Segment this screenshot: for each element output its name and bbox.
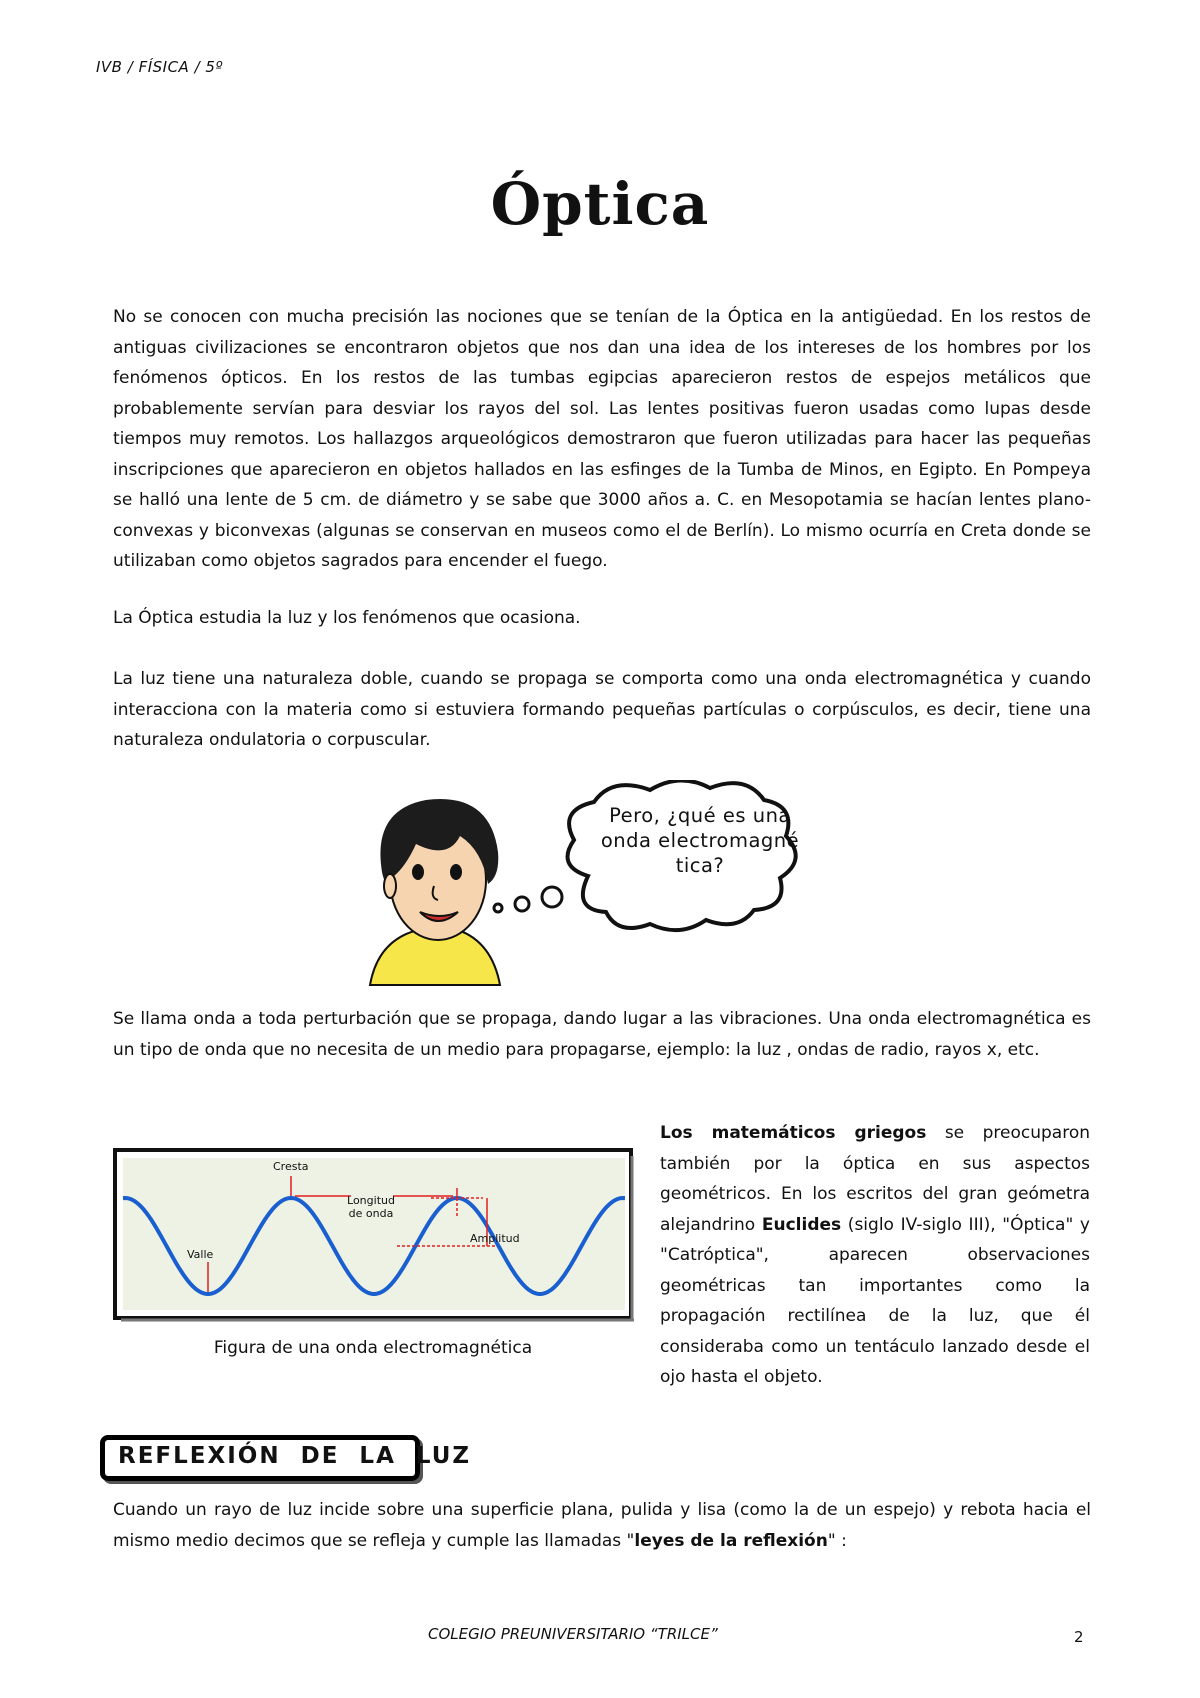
thought-dot-small [494, 904, 502, 912]
thought-dot-large [542, 887, 562, 907]
reflection-paragraph [113, 1495, 1091, 1556]
section-title-reflection: REFLEXIÓN DE LA LUZ [118, 1443, 472, 1469]
thought-dot-medium [515, 897, 529, 911]
intro-paragraph-definition: La Óptica estudia la luz y los fenómenos que ocasiona. [113, 608, 581, 628]
reflection-laws: leyes de la reflexión [634, 1530, 828, 1551]
intro-paragraph-history: No se conocen con mucha precisión las nociones que se tenían de la Óptica en la antigüedad. En los restos de antiguas civilizaciones se encontraron objetos que nos dan una idea de los intereses de los hombres por los fenómenos ópticos. En los restos de las tumbas egipcias aparecieron restos de espejos metálicos que probablemente servían para desviar los rayos del sol. Las lentes positivas fueron usadas como lupas desde tiempos muy remotos. Los hallazgos arqueológicos demostraron que fueron utilizadas para hacer las pequeñas inscripciones que aparecieron en objetos hallados en las esfinges de la Tumba de Minos, en Egipto. En Pompeya se halló una lente de 5 cm. de diámetro y se sabe que 3000 años a. C. en Mesopotamia se hacían lentes plano-convexas y biconvexas (algunas se conservan en museos como el de Berlín). Lo mismo ocurría en Creta donde se utilizaban como objetos sagrados para encender el fuego. [113, 307, 1091, 571]
boy-figure [370, 799, 500, 985]
greeks-text-b: (siglo IV-siglo III), "Óptica" y "Catróptica", aparecen observaciones geométricas tan importantes como la propagación rectilínea de la luz, que él consideraba como un tentáculo lanzado desde el ojo hasta el objeto. [660, 1214, 1090, 1387]
reflection-text-b: " : [827, 1530, 847, 1551]
trough-label: Valle [187, 1248, 214, 1261]
page-number: 2 [1074, 1628, 1084, 1646]
wavelength-label-line2: de onda [348, 1207, 394, 1220]
crest-label: Cresta [273, 1160, 309, 1173]
wavelength-label-line1: Longitud [347, 1194, 395, 1207]
amplitude-label: Amplitud [470, 1232, 520, 1245]
greek-mathematicians-paragraph [660, 1118, 1090, 1393]
reflection-text-a: Cuando un rayo de luz incide sobre una superficie plana, pulida y lisa (como la de un espejo) y rebota hacia el mismo medio decimos que se refleja y cumple las llamadas " [113, 1500, 1091, 1551]
greeks-bold-lead: Los matemáticos griegos [660, 1123, 927, 1143]
wave-definition-paragraph: Se llama onda a toda perturbación que se propaga, dando lugar a las vibraciones. Una onda electromagnética es un tipo de onda que no necesita de un medio para propagarse, ejemplo: la luz , ondas de radio, rayos x, etc. [113, 1009, 1091, 1060]
greeks-text-a: se preocuparon también por la óptica en sus aspectos geométricos. En los escritos del gran geómetra alejandrino [660, 1123, 1090, 1235]
wave-figure-caption: Figura de una onda electromagnética [213, 1338, 533, 1358]
page-title: Óptica [490, 170, 710, 238]
euclides-name: Euclides [761, 1214, 842, 1235]
wave-figure [113, 1148, 637, 1324]
intro-paragraph-dual-nature: La luz tiene una naturaleza doble, cuando se propaga se comporta como una onda electromagnética y cuando interacciona con la materia como si estuviera formando pequeñas partículas o corpúsculos, es decir, tiene una naturaleza ondulatoria o corpuscular. [113, 669, 1091, 750]
thought-cloud-text: Pero, ¿qué es una onda electromagnética? [600, 804, 800, 877]
page-footer: COLEGIO PREUNIVERSITARIO “TRILCE” [428, 1625, 718, 1643]
page-header: IVB / FÍSICA / 5º [96, 58, 223, 76]
